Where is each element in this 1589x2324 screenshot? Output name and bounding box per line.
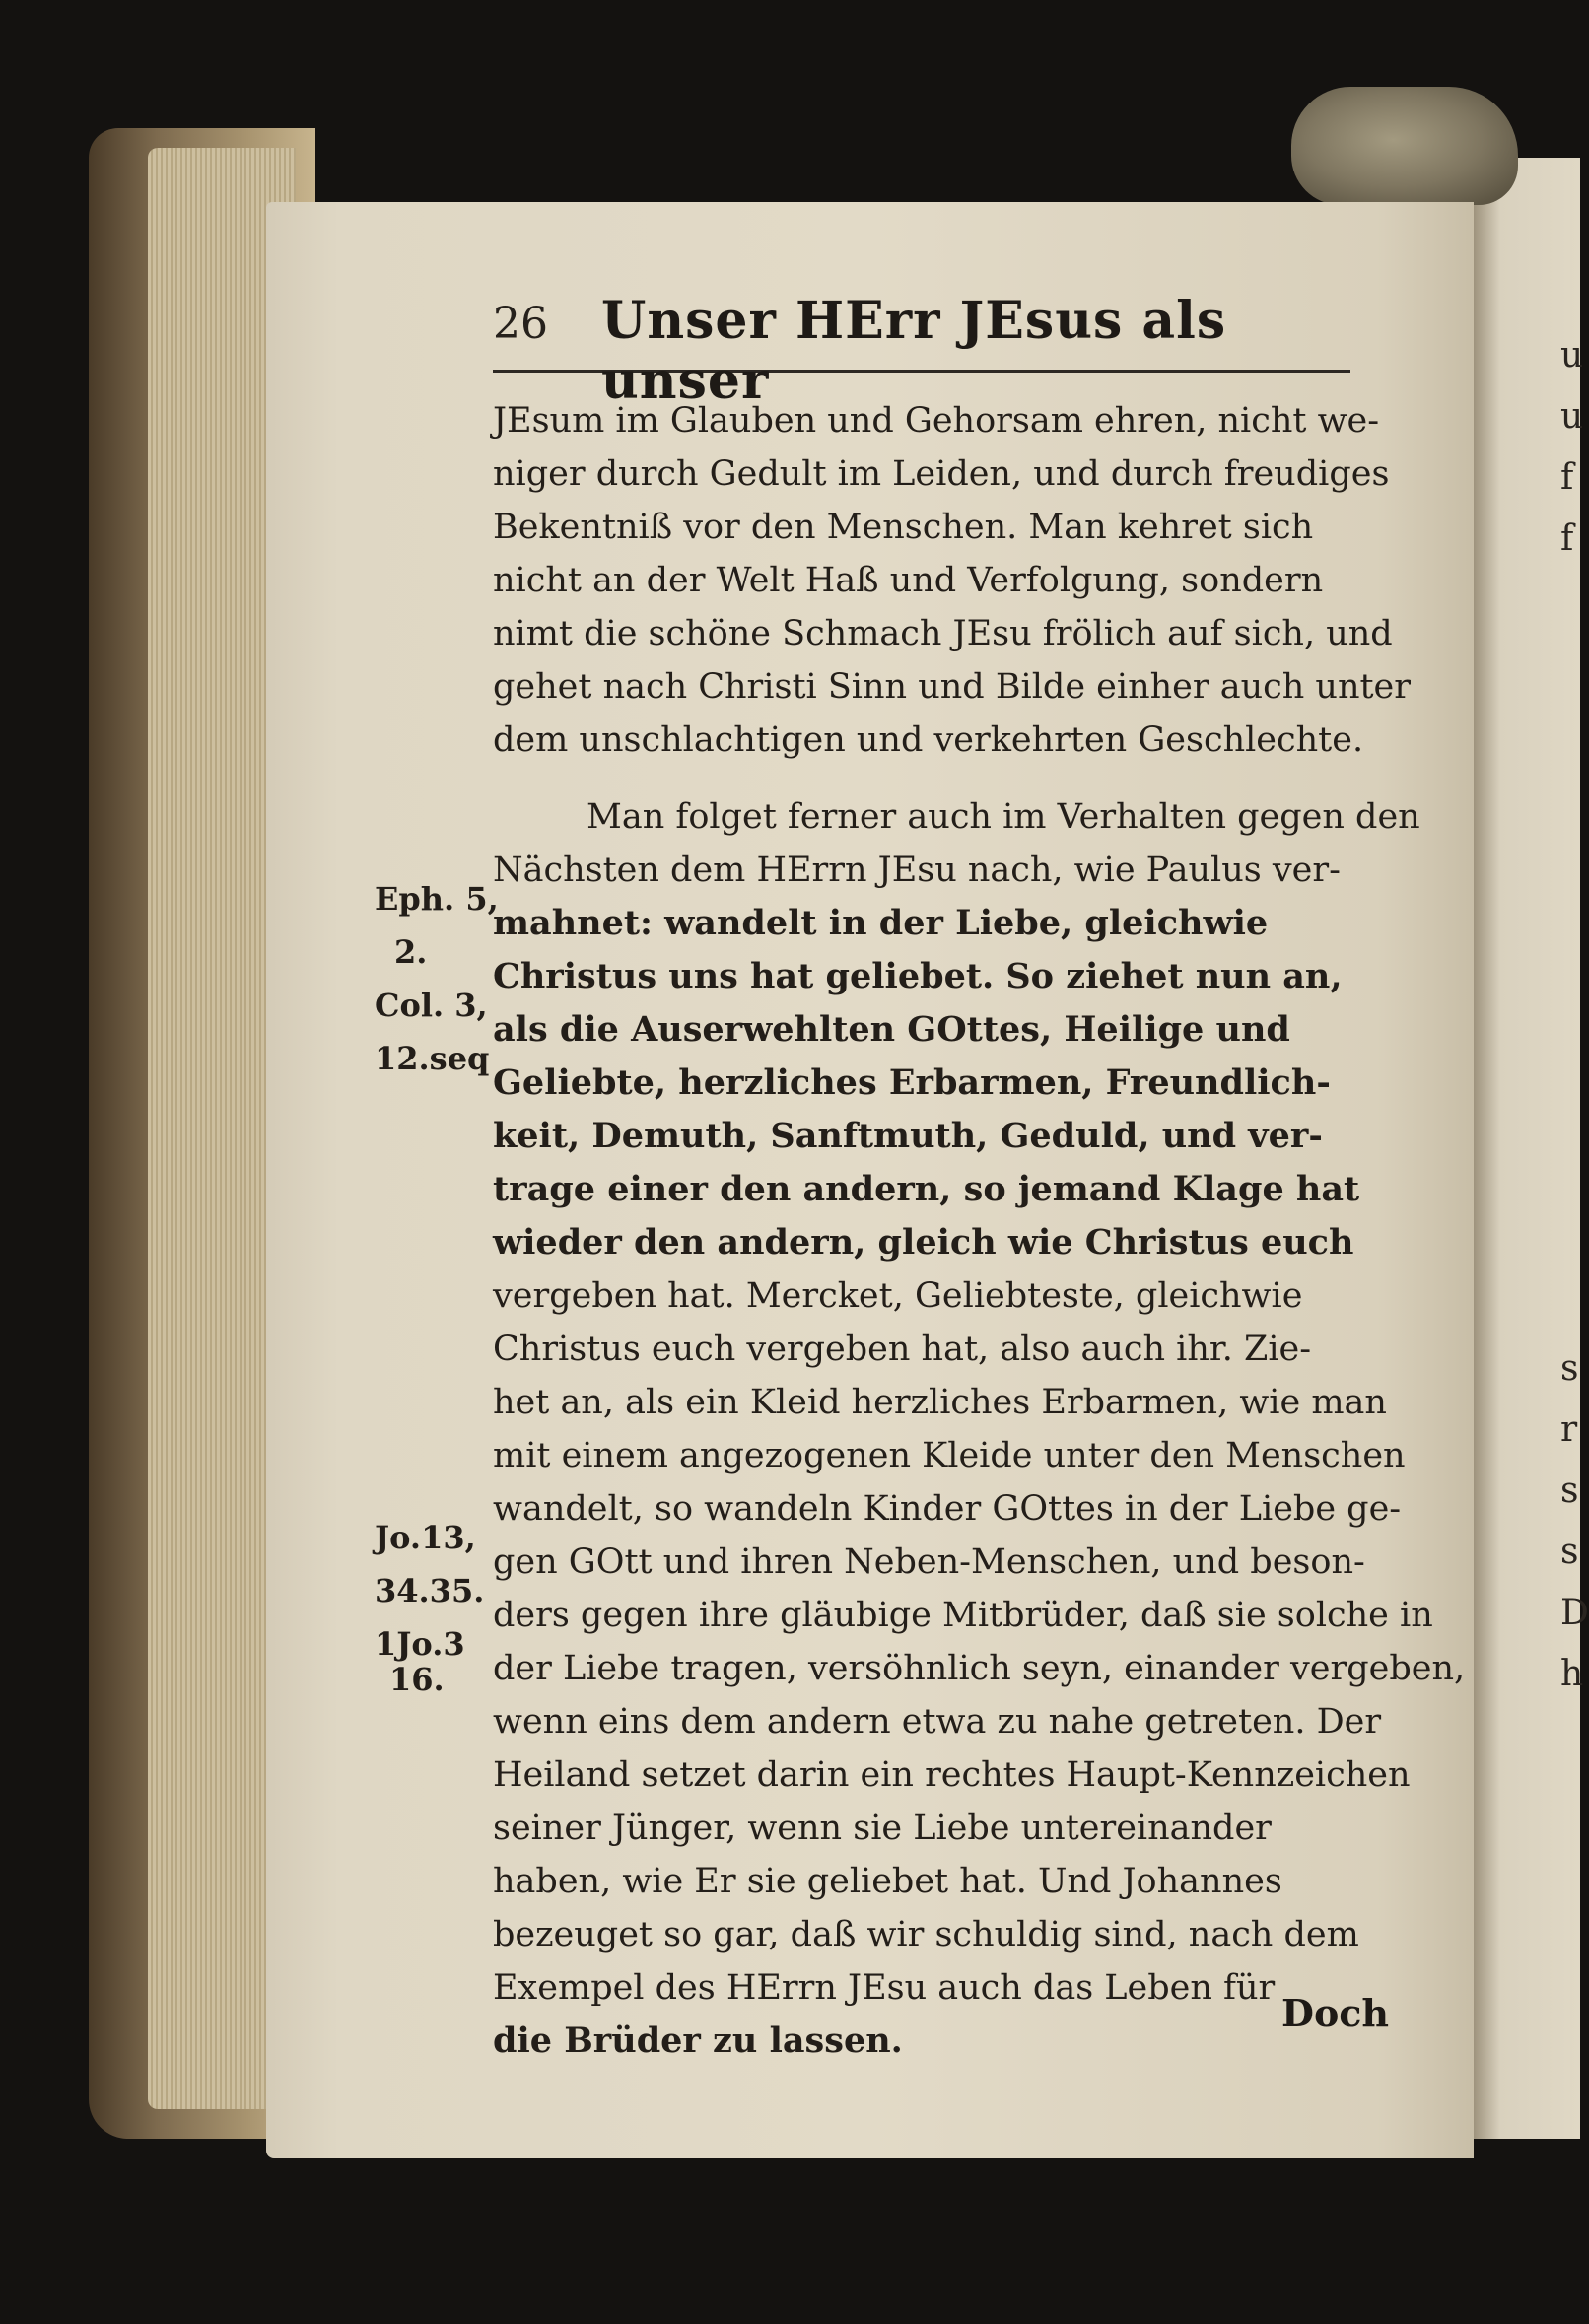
facing-page-mark: f <box>1560 457 1574 498</box>
text-line: Exempel des HErrn JEsu auch das Leben für <box>493 1968 1276 2008</box>
page-header <box>493 291 1350 411</box>
text-line: het an, als ein Kleid herzliches Erbarmen, wie man <box>493 1383 1387 1422</box>
facing-page-text <box>1560 325 1589 1705</box>
text-line: der Liebe tragen, versöhnlich seyn, einander vergeben, <box>493 1649 1466 1688</box>
text-line: seiner Jünger, wenn sie Liebe untereinander <box>493 1809 1272 1848</box>
running-title: Unser HErr JEsus als unser <box>601 291 1227 411</box>
text-line: wieder den andern, gleich wie Christus euch <box>493 1222 1354 1263</box>
text-line: trage einer den andern, so jemand Klage hat <box>493 1169 1360 1209</box>
text-line: gen GOtt und ihren Neben-Menschen, und beson- <box>493 1542 1365 1582</box>
facing-page-mark: u <box>1560 335 1584 376</box>
text-line: wandelt, so wandeln Kinder GOttes in der Liebe ge- <box>493 1489 1402 1529</box>
text-line: haben, wie Er sie geliebet hat. Und Johannes <box>493 1862 1282 1901</box>
margin-note: Eph. 5, <box>375 880 499 918</box>
paragraph-gap <box>493 767 1385 790</box>
facing-page-mark: D <box>1560 1593 1589 1633</box>
text-line: Heiland setzet darin ein rechtes Haupt-Kennzeichen <box>493 1755 1411 1795</box>
facing-page-mark: h <box>1560 1654 1584 1694</box>
text-line: vergeben hat. Mercket, Geliebteste, gleichwie <box>493 1276 1303 1316</box>
text-line: gehet nach Christi Sinn und Bilde einher auch unter <box>493 667 1412 707</box>
text-line: Bekentniß vor den Menschen. Man kehret sich <box>493 508 1314 547</box>
text-line: als die Auserwehlten GOttes, Heilige und <box>493 1009 1290 1050</box>
binding-knot <box>1291 87 1518 205</box>
margin-note: Col. 3, <box>375 987 488 1024</box>
text-line: keit, Demuth, Sanftmuth, Geduld, und ver- <box>493 1116 1323 1156</box>
margin-note: 34.35. <box>375 1572 485 1609</box>
facing-page-mark: f <box>1560 518 1574 559</box>
catchword: Doch <box>1281 1991 1390 2035</box>
facing-page-mark: s <box>1560 1470 1579 1511</box>
text-line: Nächsten dem HErrn JEsu nach, wie Paulus ver- <box>493 851 1341 890</box>
text-line: Christus uns hat geliebet. So ziehet nun an, <box>493 956 1343 996</box>
text-line: nicht an der Welt Haß und Verfolgung, sondern <box>493 561 1324 600</box>
margin-note: 12.seq <box>375 1040 490 1077</box>
facing-page-mark: s <box>1560 1348 1579 1389</box>
text-line: JEsum im Glauben und Gehorsam ehren, nicht we- <box>493 401 1380 441</box>
main-text <box>493 394 1466 2068</box>
margin-notes <box>375 872 499 1706</box>
text-line: wenn eins dem andern etwa zu nahe getreten. Der <box>493 1702 1382 1742</box>
text-line: Christus euch vergeben hat, also auch ihr. Zie- <box>493 1330 1312 1369</box>
text-line: niger durch Gedult im Leiden, und durch freudiges <box>493 454 1390 494</box>
facing-page-mark: u <box>1560 396 1584 437</box>
margin-note: 16. <box>389 1661 445 1698</box>
text-line: Man folget ferner auch im Verhalten gegen den <box>587 797 1420 837</box>
text-line: Geliebte, herzliches Erbarmen, Freundlich- <box>493 1062 1331 1103</box>
text-line: ders gegen ihre gläubige Mitbrüder, daß sie solche in <box>493 1596 1433 1635</box>
margin-spacer <box>375 1085 493 1511</box>
text-line: mit einem angezogenen Kleide unter den Menschen <box>493 1436 1406 1475</box>
margin-note: 2. <box>394 933 428 971</box>
facing-page-mark: r <box>1560 1409 1578 1450</box>
page-number: 26 <box>493 299 548 349</box>
text-line: die Brüder zu lassen. <box>493 2020 903 2061</box>
text-line: bezeuget so gar, daß wir schuldig sind, nach dem <box>493 1915 1359 1954</box>
text-line: nimt die schöne Schmach JEsu frölich auf sich, und <box>493 614 1393 653</box>
margin-note: 1Jo.3 <box>375 1625 465 1663</box>
facing-page-mark: s <box>1560 1532 1579 1572</box>
text-line: dem unschlachtigen und verkehrten Geschlechte. <box>493 720 1364 760</box>
margin-note: Jo.13, <box>375 1519 476 1556</box>
text-line: mahnet: wandelt in der Liebe, gleichwie <box>493 903 1269 943</box>
